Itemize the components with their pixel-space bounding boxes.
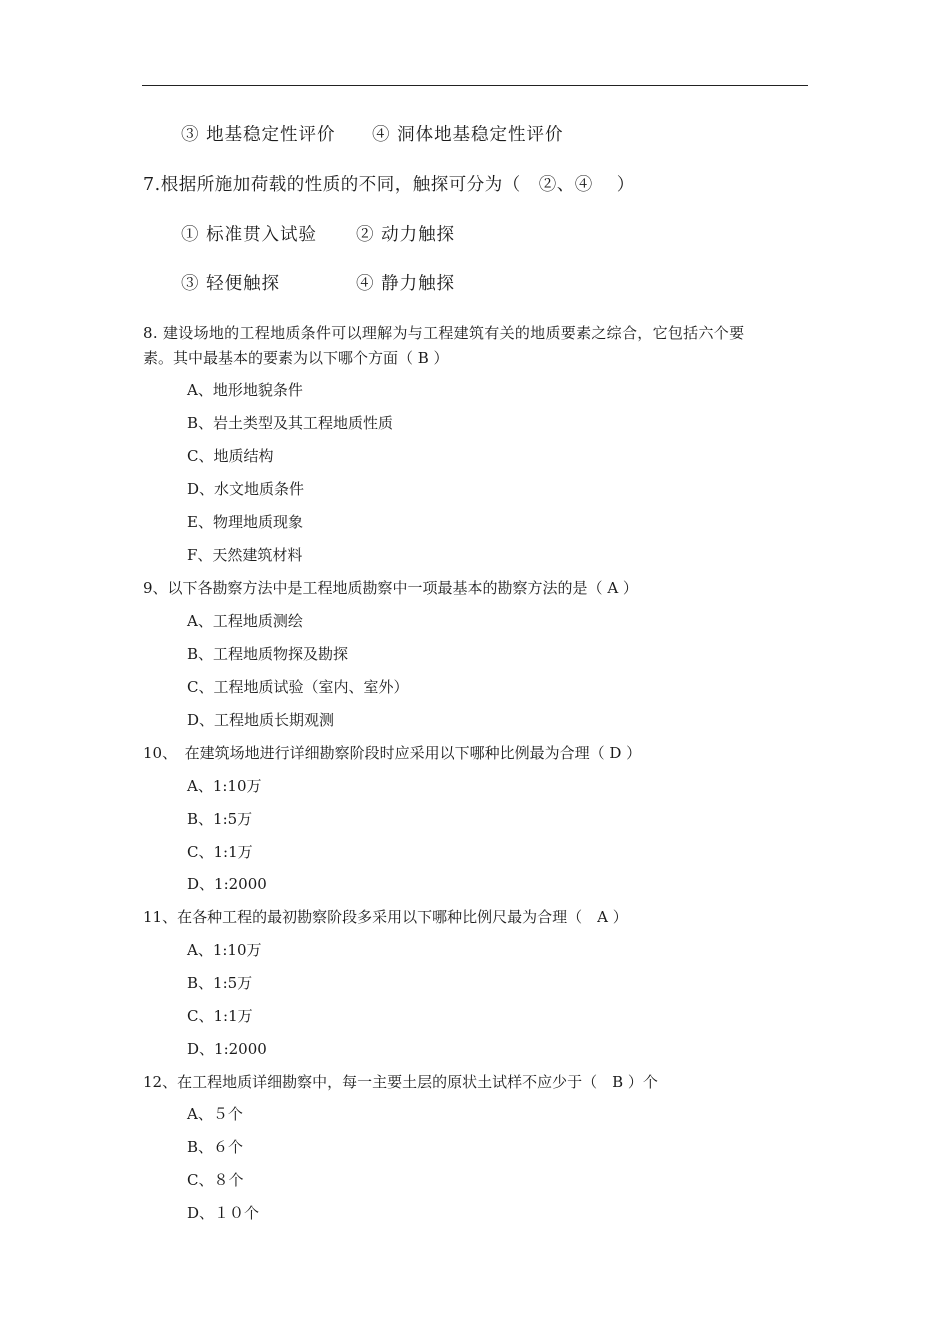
q8-option-a: A、地形地貌条件: [187, 381, 303, 399]
q11-stem: 11、在各种工程的最初勘察阶段多采用以下哪种比例尺最为合理（ A ）: [143, 908, 628, 926]
q7-stem: 7.根据所施加荷载的性质的不同，触探可分为（ ②、④ ）: [143, 175, 635, 195]
q8-option-b: B、岩土类型及其工程地质性质: [187, 414, 394, 432]
q10-option-a: A、1:10万: [187, 777, 262, 795]
q9-stem: 9、以下各勘察方法中是工程地质勘察中一项最基本的勘察方法的是（ A ）: [143, 579, 638, 597]
q12-option-d: D、１０个: [187, 1204, 260, 1222]
q10-stem: 10、 在建筑场地进行详细勘察阶段时应采用以下哪种比例最为合理（ D ）: [143, 744, 642, 762]
q10-option-b: B、1:5万: [187, 810, 253, 828]
q8-option-e: E、物理地质现象: [187, 513, 303, 531]
q6-option-4: ④ 洞体地基稳定性评价: [372, 125, 564, 145]
q12-option-a: A、５个: [187, 1105, 243, 1123]
q12-option-c: C、８个: [187, 1171, 244, 1189]
q7-option-1: ① 标准贯入试验: [181, 225, 318, 245]
q12-option-b: B、６个: [187, 1138, 244, 1156]
q10-option-d: D、1:2000: [187, 875, 267, 893]
q7-option-4: ④ 静力触探: [356, 274, 456, 294]
q8-option-f: F、天然建筑材料: [187, 546, 303, 564]
q8-stem-line-1: 8. 建设场地的工程地质条件可以理解为与工程建筑有关的地质要素之综合，它包括六个要: [143, 324, 745, 342]
q9-option-d: D、工程地质长期观测: [187, 711, 335, 729]
q8-option-d: D、水文地质条件: [187, 480, 305, 498]
header-rule: [142, 85, 808, 86]
q11-option-a: A、1:10万: [187, 941, 262, 959]
q9-option-c: C、工程地质试验（室内、室外）: [187, 678, 409, 696]
q7-option-2: ② 动力触探: [356, 225, 456, 245]
q9-option-b: B、工程地质物探及勘探: [187, 645, 349, 663]
q7-option-3: ③ 轻便触探: [181, 274, 281, 294]
q9-option-a: A、工程地质测绘: [187, 612, 303, 630]
q11-option-c: C、1:1万: [187, 1007, 253, 1025]
q12-stem: 12、在工程地质详细勘察中，每一主要土层的原状土试样不应少于（ B ）个: [143, 1073, 658, 1091]
q11-option-d: D、1:2000: [187, 1040, 267, 1058]
q8-option-c: C、地质结构: [187, 447, 274, 465]
q6-option-3: ③ 地基稳定性评价: [181, 125, 336, 145]
q11-option-b: B、1:5万: [187, 974, 253, 992]
q8-stem-line-2: 素。其中最基本的要素为以下哪个方面（ B ）: [143, 349, 449, 367]
q10-option-c: C、1:1万: [187, 843, 253, 861]
